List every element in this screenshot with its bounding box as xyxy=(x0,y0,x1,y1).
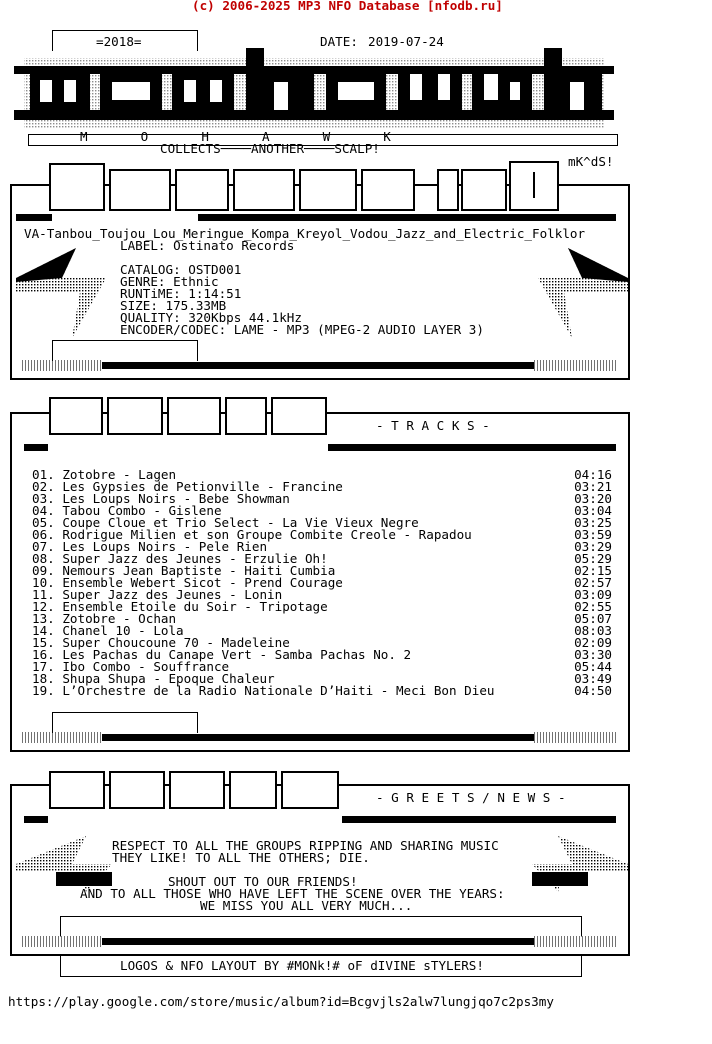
ascii-signature: mK^dS! xyxy=(568,154,614,169)
track-title: 12. Ensemble Etoile du Soir - Tripotage xyxy=(32,599,328,614)
track-title: 16. Les Pachas du Canape Vert - Samba Pachas No. 2 xyxy=(32,647,412,662)
track-title: 11. Super Jazz des Jeunes - Lonin xyxy=(32,587,283,602)
runtime-field: RUNTiME: 1:14:51 xyxy=(120,286,242,301)
track-time: 03:04 xyxy=(574,503,612,518)
track-time: 05:44 xyxy=(574,659,612,674)
divider-bar xyxy=(24,816,48,823)
dither-strip xyxy=(534,732,616,743)
quality-field: QUALITY: 320Kbps 44.1kHz xyxy=(120,310,302,325)
track-title: 06. Rodrigue Milien et son Groupe Combite Creole - Rapadou xyxy=(32,527,472,542)
right-arrow-ornament xyxy=(528,248,628,338)
tracks-bottom-tab xyxy=(52,712,198,733)
divider-bar xyxy=(342,816,616,823)
track-time: 03:29 xyxy=(574,539,612,554)
left-arrow-ornament xyxy=(16,836,116,892)
track-title: 13. Zotobre - Ochan xyxy=(32,611,177,626)
greets-line: WE MISS YOU ALL VERY MUCH... xyxy=(200,898,413,913)
track-time: 02:57 xyxy=(574,575,612,590)
track-title: 18. Shupa Shupa - Epoque Chaleur xyxy=(32,671,275,686)
track-time: 05:07 xyxy=(574,611,612,626)
divider-bar xyxy=(102,938,534,945)
year-tag: =2018= xyxy=(96,34,142,49)
track-time: 02:09 xyxy=(574,635,612,650)
credits-line: LOGOS & NFO LAYOUT BY #MONk!# oF dIVINE sTYLERS! xyxy=(120,958,484,973)
track-time: 03:20 xyxy=(574,491,612,506)
track-title: 07. Les Loups Noirs - Pele Rien xyxy=(32,539,268,554)
track-time: 08:03 xyxy=(574,623,612,638)
date-label: DATE: xyxy=(320,34,358,49)
track-title: 05. Coupe Cloue et Trio Select - La Vie Vieux Negre xyxy=(32,515,419,530)
greets-bottom-tab xyxy=(60,916,582,937)
track-list xyxy=(32,469,612,697)
track-time: 05:29 xyxy=(574,551,612,566)
greets-title: - G R E E T S / N E W S - xyxy=(376,790,566,805)
divider-bar xyxy=(198,214,616,221)
group-slogan: COLLECTS────ANOTHER────SCALP! xyxy=(160,141,380,156)
track-time: 03:25 xyxy=(574,515,612,530)
dither-strip xyxy=(22,360,102,371)
label-field: LABEL: Ostinato Records xyxy=(120,238,295,253)
divider-bar xyxy=(102,362,534,369)
size-field: SIZE: 175.33MB xyxy=(120,298,227,313)
left-arrow-ornament xyxy=(16,248,116,338)
list-item xyxy=(32,685,612,697)
track-title: 04. Tabou Combo - Gislene xyxy=(32,503,222,518)
track-title: 10. Ensemble Webert Sicot - Prend Courage xyxy=(32,575,343,590)
dither-strip xyxy=(534,360,616,371)
track-title: 02. Les Gypsies de Petionville - Francine xyxy=(32,479,343,494)
dither-strip xyxy=(534,936,616,947)
greets-line: AND TO ALL THOSE WHO HAVE LEFT THE SCENE OVER THE YEARS: xyxy=(80,886,505,901)
track-time: 03:09 xyxy=(574,587,612,602)
release-info-logo xyxy=(44,158,564,218)
greets-line: THEY LIKE! TO ALL THE OTHERS; DIE. xyxy=(112,850,370,865)
copyright-line: (c) 2006-2025 MP3 NFO Database [nfodb.ru] xyxy=(192,0,503,13)
divider-bar xyxy=(102,734,534,741)
genre-field: GENRE: Ethnic xyxy=(120,274,219,289)
release-name: VA-Tanbou_Toujou_Lou_Meringue_Kompa_Kreyol_Vodou_Jazz_and_Electric_Folklor xyxy=(24,226,586,241)
release-bottom-tab xyxy=(52,340,198,361)
tracks-title: - T R A C K S - xyxy=(376,418,490,433)
track-time: 04:16 xyxy=(574,467,612,482)
greets-logo xyxy=(44,758,344,814)
track-title: 09. Nemours Jean Baptiste - Haiti Cumbia xyxy=(32,563,336,578)
track-time: 02:15 xyxy=(574,563,612,578)
track-time: 04:50 xyxy=(574,683,612,698)
encoder-field: ENCODER/CODEC: LAME - MP3 (MPEG-2 AUDIO LAYER 3) xyxy=(120,322,484,337)
track-title: 08. Super Jazz des Jeunes - Erzulie Oh! xyxy=(32,551,328,566)
track-title: 19. L’Orchestre de la Radio Nationale D’Haiti - Meci Bon Dieu xyxy=(32,683,495,698)
track-time: 03:59 xyxy=(574,527,612,542)
catalog-field: CATALOG: OSTD001 xyxy=(120,262,242,277)
track-title: 14. Chanel 10 - Lola xyxy=(32,623,184,638)
release-details xyxy=(120,264,484,336)
track-title: 15. Super Choucoune 70 - Madeleine xyxy=(32,635,290,650)
divider-bar xyxy=(328,444,616,451)
dither-strip xyxy=(22,936,102,947)
right-arrow-ornament xyxy=(528,836,628,892)
track-title: 03. Les Loups Noirs - Bebe Showman xyxy=(32,491,290,506)
greets-line: RESPECT TO ALL THE GROUPS RIPPING AND SHARING MUSIC xyxy=(112,838,499,853)
track-time: 03:49 xyxy=(574,671,612,686)
track-title: 17. Ibo Combo - Souffrance xyxy=(32,659,230,674)
group-letters: M O H A W K xyxy=(80,129,391,144)
track-time: 03:30 xyxy=(574,647,612,662)
mohawk-logo xyxy=(14,48,614,132)
tracks-logo xyxy=(44,386,334,442)
track-time: 03:21 xyxy=(574,479,612,494)
greets-line: SHOUT OUT TO OUR FRIENDS! xyxy=(168,874,358,889)
date-value: 2019-07-24 xyxy=(368,34,444,49)
divider-bar xyxy=(16,214,52,221)
source-url: https://play.google.com/store/music/album?id=Bcgvjls2alw7lungjqo7c2ps3my xyxy=(8,994,554,1009)
dither-strip xyxy=(22,732,102,743)
track-time: 02:55 xyxy=(574,599,612,614)
track-title: 01. Zotobre - Lagen xyxy=(32,467,177,482)
divider-bar xyxy=(24,444,48,451)
